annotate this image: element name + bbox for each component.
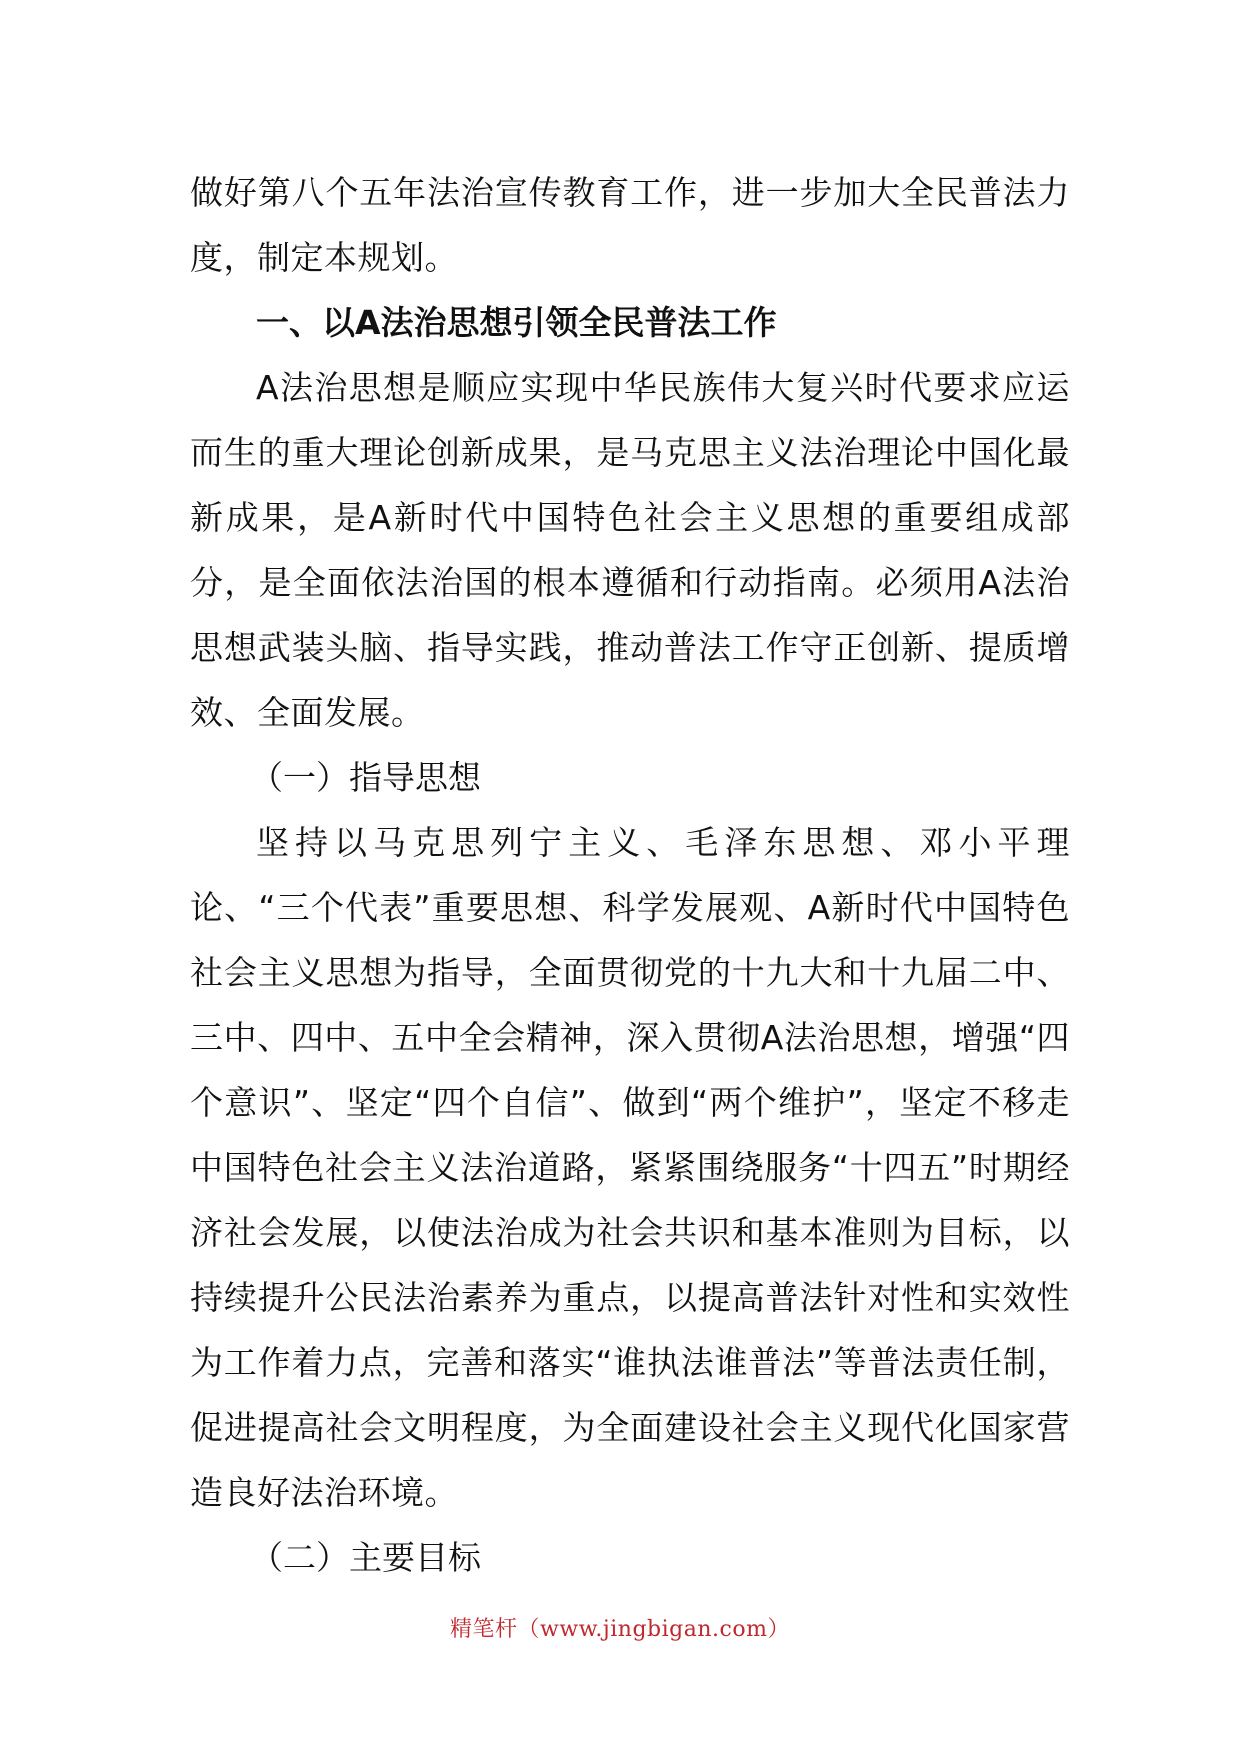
footer-watermark: 精笔杆（www.jingbigan.com）	[450, 1617, 790, 1642]
document-body	[190, 160, 1070, 1590]
subsection-heading-main-goals: （二）主要目标	[250, 1538, 481, 1577]
section-heading: 一、以A法治思想引领全民普法工作	[256, 303, 777, 342]
paragraph-body: 坚持以马克思列宁主义、毛泽东思想、邓小平理论、“三个代表”重要思想、科学发展观、A新时代中国特色社会主义思想为指导，全面贯彻党的十九大和十九届二中、三中、四中、五中全会精神，深入贯彻A法治思想，增强“四个意识”、坚定“四个自信”、做到“两个维护”，坚定不移走中国特色社会主义法治道路，紧紧围绕服务“十四五”时期经济社会发展，以使法治成为社会共识和基本准则为目标，以持续提升公民法治素养为重点，以提高普法针对性和实效性为工作着力点，完善和落实“谁执法谁普法”等普法责任制，促进提高社会文明程度，为全面建设社会主义现代化国家营造良好法治环境。	[190, 823, 1070, 1512]
subsection-heading-guiding-ideology: （一）指导思想	[250, 758, 481, 797]
paragraph-continuation: 做好第八个五年法治宣传教育工作，进一步加大全民普法力度，制定本规划。	[190, 173, 1070, 277]
paragraph-body: A法治思想是顺应实现中华民族伟大复兴时代要求应运而生的重大理论创新成果，是马克思主义法治理论中国化最新成果，是A新时代中国特色社会主义思想的重要组成部分，是全面依法治国的根本遵循和行动指南。必须用A法治思想武装头脑、指导实践，推动普法工作守正创新、提质增效、全面发展。	[190, 368, 1070, 732]
